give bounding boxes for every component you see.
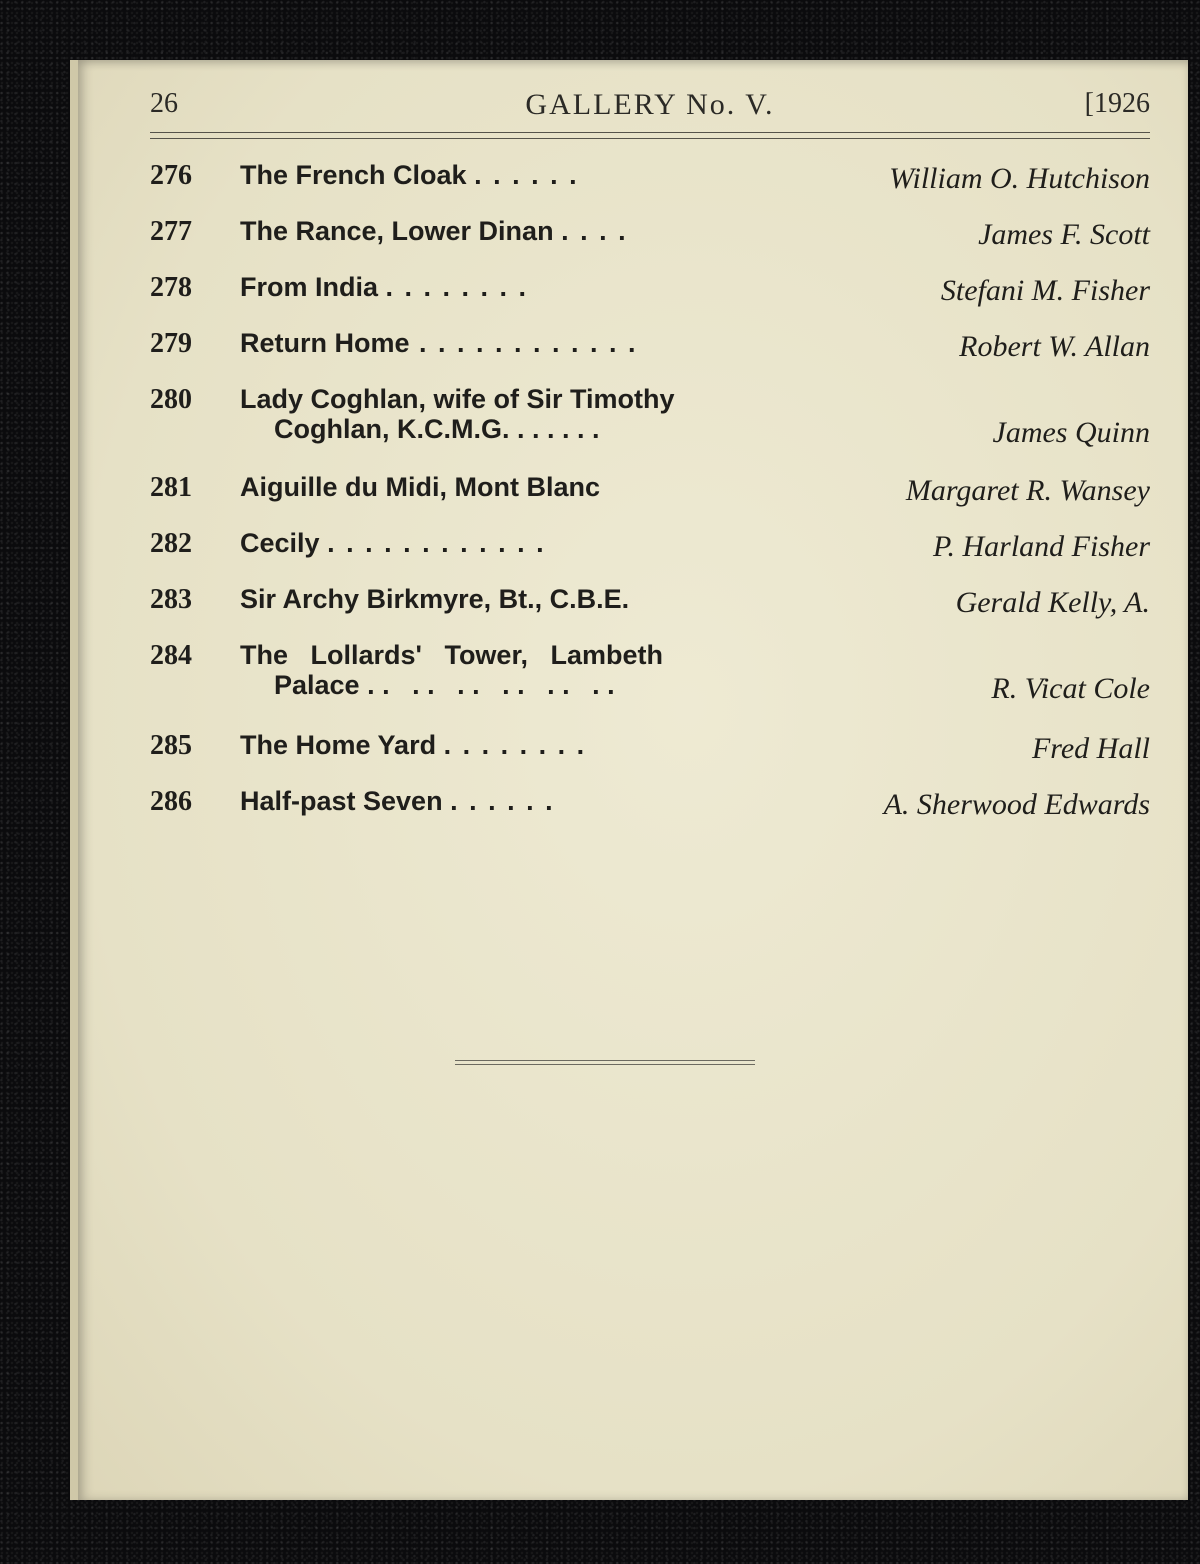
entry-number: 278 — [150, 272, 192, 303]
entry-title-text: Half-past Seven — [240, 786, 443, 816]
leader-dots: . . . . . . . . — [385, 272, 529, 302]
entry-artist: A. Sherwood Edwards — [883, 788, 1150, 821]
entry-title-continuation: Palace . . . . . . . . . . . . — [274, 670, 615, 700]
entry-title-text: Lady Coghlan, wife of Sir Timothy — [240, 384, 675, 414]
header-rule — [150, 132, 1150, 139]
entry-title — [240, 328, 780, 358]
entry-title-continuation: Coghlan, K.C.M.G. . . . . . . — [274, 414, 600, 444]
leader-dots: . . . . — [561, 216, 628, 246]
entry-artist: Robert W. Allan — [959, 330, 1150, 363]
entry-number: 276 — [150, 160, 192, 191]
leader-dots: . . . . . . . . . . . . — [327, 528, 546, 558]
entry-artist: Fred Hall — [1031, 732, 1150, 765]
entry-artist: Margaret R. Wansey — [905, 474, 1150, 507]
entry-title-text: Aiguille du Midi, Mont Blanc — [240, 472, 600, 502]
entry-title-text: Cecily — [240, 528, 320, 558]
entry-title-text: The Lollards' Tower, Lambeth — [240, 640, 663, 670]
entry-title — [240, 272, 780, 302]
leader-dots: . . . . . . . . — [443, 730, 587, 760]
entry-title-text: Sir Archy Birkmyre, Bt., C.B.E. — [240, 584, 630, 614]
entry-artist: James F. Scott — [978, 218, 1150, 251]
entry-title — [240, 640, 780, 700]
entry-number: 282 — [150, 528, 192, 559]
page-number: 26 — [150, 88, 178, 119]
entry-number: 280 — [150, 384, 192, 415]
entry-title — [240, 786, 780, 816]
entry-number: 279 — [150, 328, 192, 359]
entry-title-text: The Rance, Lower Dinan — [240, 216, 554, 246]
entry-number: 286 — [150, 786, 192, 817]
entry-artist: R. Vicat Cole — [991, 672, 1150, 705]
entry-artist: James Quinn — [992, 416, 1150, 449]
leader-dots: . . . . . . — [450, 786, 555, 816]
entry-number: 284 — [150, 640, 192, 671]
entry-title-text: The French Cloak — [240, 160, 467, 190]
entry-artist: Stefani M. Fisher — [940, 274, 1150, 307]
entry-number: 277 — [150, 216, 192, 247]
entry-title-text: The Home Yard — [240, 730, 437, 760]
entry-title — [240, 472, 780, 502]
closing-rule — [455, 1060, 755, 1065]
entry-artist: P. Harland Fisher — [933, 530, 1150, 563]
entry-artist: Gerald Kelly, A. — [955, 586, 1150, 619]
leader-dots: . . . . . . . . . . . . — [409, 328, 638, 358]
entry-title-text: Return Home — [240, 328, 410, 358]
entry-title — [240, 584, 780, 614]
entry-artist: William O. Hutchison — [889, 162, 1150, 195]
page-header — [150, 88, 1150, 128]
entry-title — [240, 730, 780, 760]
entry-number: 283 — [150, 584, 192, 615]
entry-number: 285 — [150, 730, 192, 761]
leader-dots: . . . . . . — [474, 160, 579, 190]
year-label: [1926 — [1084, 88, 1150, 119]
entry-title — [240, 384, 780, 444]
entry-number: 281 — [150, 472, 192, 503]
running-title: GALLERY No. V. — [525, 88, 775, 121]
entry-title — [240, 160, 780, 190]
entry-title — [240, 216, 780, 246]
entry-title — [240, 528, 780, 558]
entry-title-text: From India — [240, 272, 379, 302]
